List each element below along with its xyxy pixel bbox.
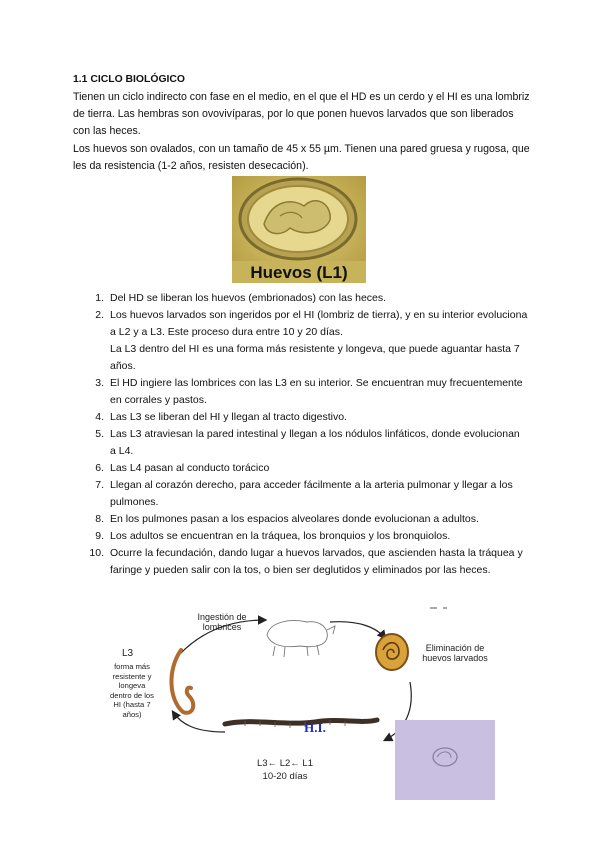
list-item: 4. Las L3 se liberan del HI y llegan al tracto digestivo.: [95, 411, 347, 423]
list-item: 3. El HD ingiere las lombrices con las L3 en su interior. Se encuentran muy frecuentemente en corrales y pastos.: [95, 377, 523, 406]
list-item: 5. Las L3 atraviesan la pared intestinal y llegan a los nódulos linfáticos, donde evolucionan a L4.: [95, 428, 520, 457]
pig-illustration: [267, 621, 335, 657]
l3-larva-illustration: [171, 650, 193, 713]
egg-micrograph: [232, 176, 366, 283]
list-item: 1. Del HD se liberan los huevos (embrionados) con las heces.: [95, 292, 387, 304]
list-item: 8. En los pulmones pasan a los espacios alveolares donde evolucionan a adultos.: [95, 513, 479, 525]
list-item: 6. Las L4 pasan al conducto torácico: [95, 462, 270, 474]
host-label: H.I.: [304, 720, 326, 735]
section-heading: 1.1 CICLO BIOLÓGICO: [73, 74, 185, 85]
duration-label: 10-20 días: [262, 771, 308, 782]
life-cycle-steps: [88, 290, 528, 579]
list-item: 9. Los adultos se encuentran en la tráquea, los bronquios y los bronquiolos.: [95, 530, 451, 542]
egg-description-paragraph: Los huevos son ovalados, con un tamaño de 45 x 55 µm. Tienen una pared gruesa y rugosa, que les da resistencia (1-2 años, resisten desecación).: [73, 143, 530, 172]
larvated-egg-illustration: [376, 634, 408, 670]
list-item: 2. Los huevos larvados son ingeridos por el HI (lombriz de tierra), y en su interior evoluciona a L2 y a L3. Este proceso dura entre 10 y 20 días. La L3 dentro del HI es una forma más resistente y longeva, que puede aguantar hasta 7 años.: [95, 309, 528, 372]
egg-image-caption: Huevos (L1): [250, 263, 348, 282]
stages-label: L3← L2← L1: [257, 758, 313, 769]
intro-paragraph: Tienen un ciclo indirecto con fase en el medio, en el que el HD es un cerdo y el HI es una lombriz de tierra. Las hembras son ovovivíparas, por lo que ponen huevos larvados que son liberados con las heces.: [73, 91, 530, 137]
microscopy-inset: [395, 720, 495, 800]
cycle-arrow-top-right: [330, 622, 385, 638]
l3-description: forma más resistente y longeva dentro de los HI (hasta 7 años): [110, 662, 154, 719]
elimination-label: Eliminación de huevos larvados: [422, 643, 488, 663]
ingestion-label: Ingestión de lombrices: [197, 612, 247, 632]
list-item: 7. Llegan al corazón derecho, para acceder fácilmente a la arteria pulmonar y llegar a los pulmones.: [95, 479, 513, 508]
l3-title: L3: [122, 648, 134, 659]
cycle-arrow-bottom-left: [173, 712, 225, 732]
list-item: 10. Ocurre la fecundación, dando lugar a huevos larvados, que ascienden hasta la tráquea y faringe y pueden salir con la tos, o bien ser deglutidos y eliminados por las heces.: [89, 547, 523, 576]
